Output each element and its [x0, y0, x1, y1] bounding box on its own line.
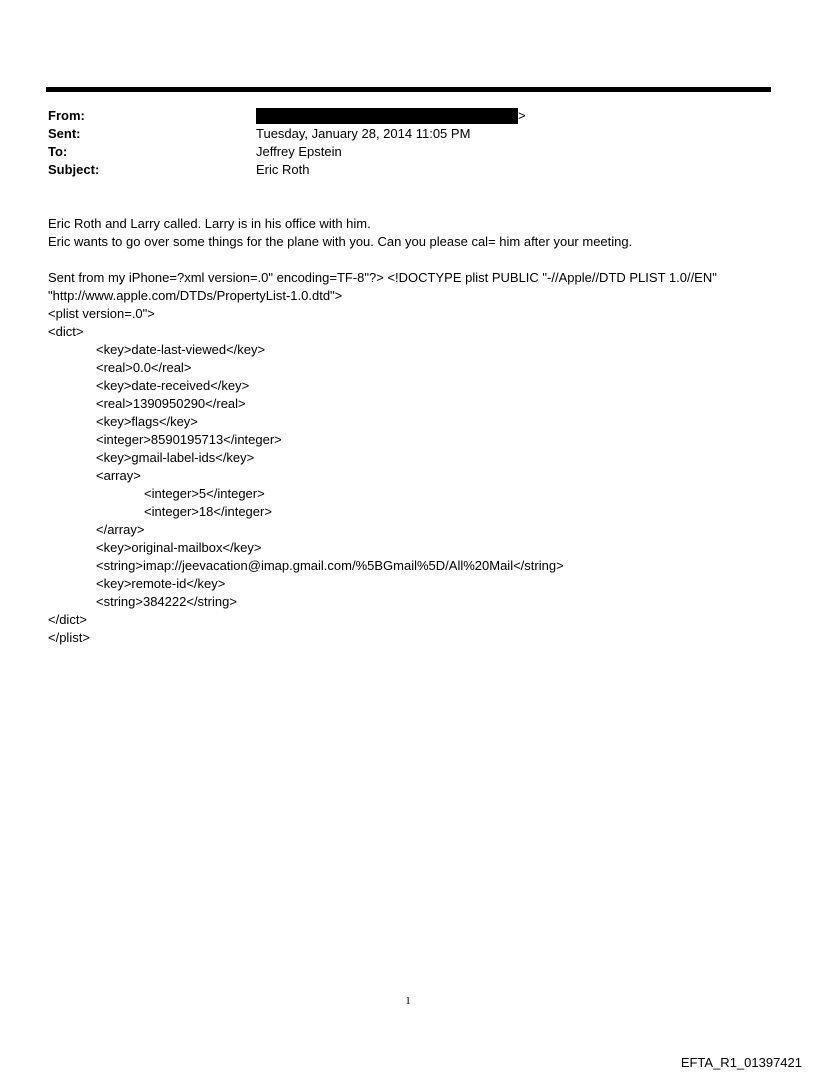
- header-rule: [46, 87, 771, 92]
- sent-value: Tuesday, January 28, 2014 11:05 PM: [256, 126, 471, 141]
- plist-line: <key>date-last-viewed</key>: [96, 342, 266, 357]
- plist-line: <plist version=.0">: [48, 306, 155, 321]
- plist-line: <string>384222</string>: [96, 594, 237, 609]
- plist-line: <key>original-mailbox</key>: [96, 540, 262, 555]
- redaction-bar: [256, 108, 518, 124]
- plist-line: <key>flags</key>: [96, 414, 198, 429]
- to-row: [48, 143, 748, 161]
- sent-row: [48, 125, 748, 143]
- subject-value: Eric Roth: [256, 162, 310, 177]
- from-row: [48, 107, 748, 125]
- plist-line: <key>remote-id</key>: [96, 576, 226, 591]
- plist-line: </array>: [96, 522, 145, 537]
- blank-line: [48, 251, 778, 269]
- body-line: Eric wants to go over some things for the plane with you. Can you please cal= him after your meeting.: [48, 234, 633, 249]
- from-label: From:: [48, 108, 85, 123]
- subject-row: [48, 161, 748, 179]
- plist-line: <integer>5</integer>: [144, 486, 265, 501]
- plist-line: <key>date-received</key>: [96, 378, 250, 393]
- plist-line: </dict>: [48, 612, 88, 627]
- to-value: Jeffrey Epstein: [256, 144, 342, 159]
- from-value: [256, 107, 526, 125]
- email-header: [48, 107, 748, 179]
- sent-label: Sent:: [48, 126, 81, 141]
- plist-line: <string>imap://jeevacation@imap.gmail.com/%5BGmail%5D/All%20Mail</string>: [96, 558, 564, 573]
- to-label: To:: [48, 144, 68, 159]
- body-line: Eric Roth and Larry called. Larry is in his office with him.: [48, 216, 371, 231]
- email-body: [48, 215, 778, 647]
- plist-line: <dict>: [48, 324, 84, 339]
- subject-label: Subject:: [48, 162, 100, 177]
- plist-line: <key>gmail-label-ids</key>: [96, 450, 255, 465]
- document-id: EFTA_R1_01397421: [680, 1055, 802, 1070]
- plist-line: <real>0.0</real>: [96, 360, 192, 375]
- plist-line: <array>: [96, 468, 141, 483]
- page-number: 1: [405, 995, 411, 1007]
- from-suffix: >: [518, 108, 526, 123]
- body-line: "http://www.apple.com/DTDs/PropertyList-1.0.dtd">: [48, 288, 343, 303]
- body-line: Sent from my iPhone=?xml version=.0" encoding=TF-8"?> <!DOCTYPE plist PUBLIC "-//Apple//DTD PLIST 1.0//EN": [48, 270, 717, 285]
- plist-line: </plist>: [48, 630, 90, 645]
- plist-line: <integer>18</integer>: [144, 504, 272, 519]
- plist-line: <integer>8590195713</integer>: [96, 432, 282, 447]
- plist-line: <real>1390950290</real>: [96, 396, 246, 411]
